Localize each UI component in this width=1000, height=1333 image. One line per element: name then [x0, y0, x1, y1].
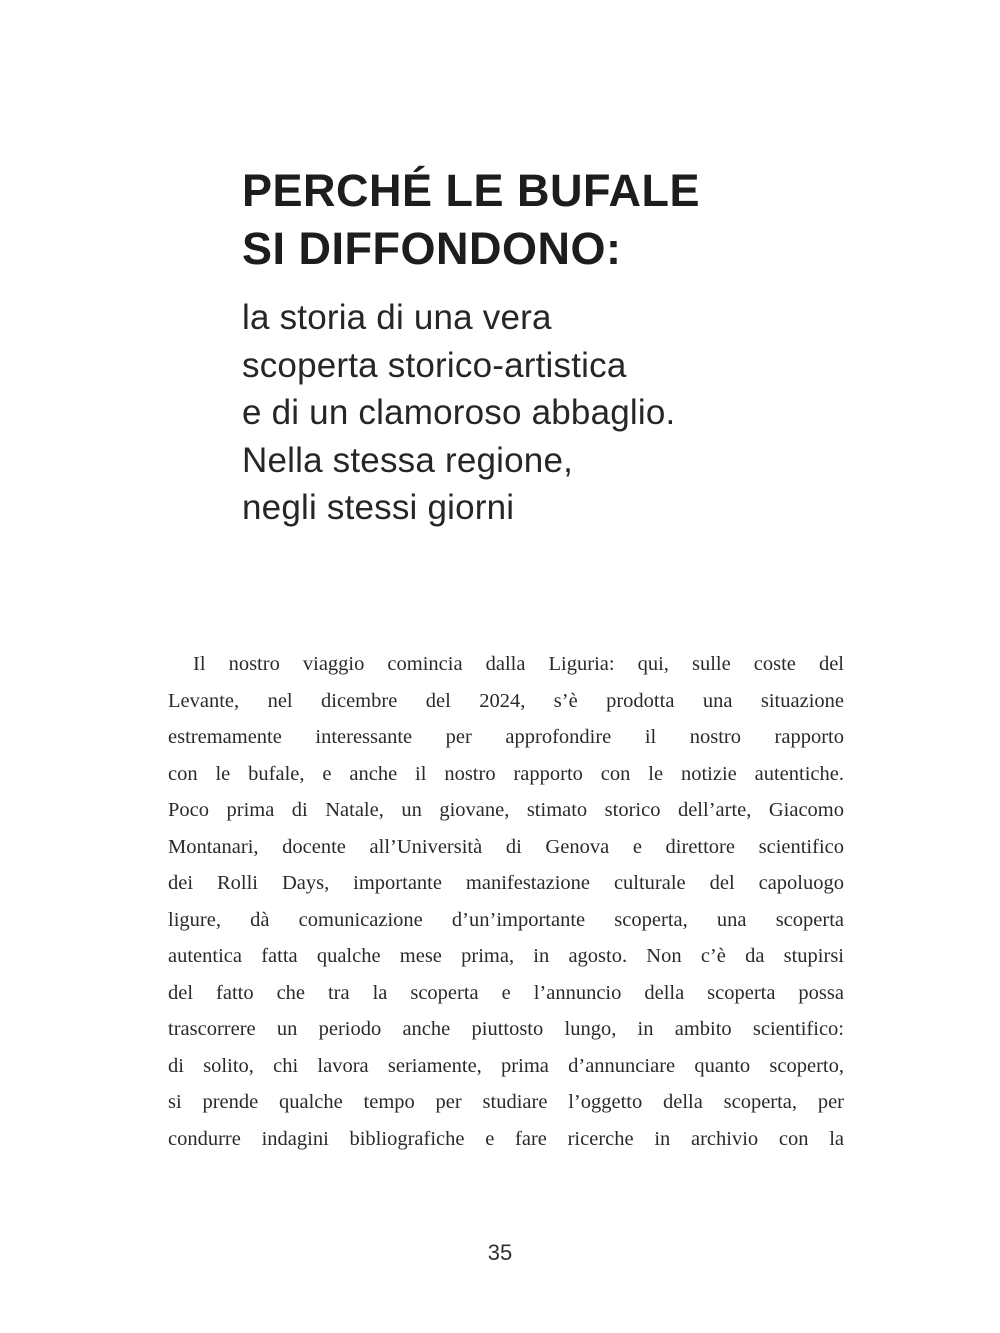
chapter-title — [242, 162, 802, 278]
chapter-title-line-1: PERCHÉ LE BUFALE — [242, 165, 701, 216]
body-text-line: ligure, dà comunicazione d’un’importante scoperta, una scoperta — [168, 908, 844, 931]
body-text-line: estremamente interessante per approfondire il nostro rapporto — [168, 726, 844, 748]
body-text-line: del fatto che tra la scoperta e l’annuncio della scoperta possa — [168, 981, 844, 1004]
page-footer — [0, 1240, 1000, 1266]
body-text-line: Il nostro viaggio comincia dalla Liguria: qui, sulle coste del — [193, 653, 844, 675]
chapter-subtitle — [242, 294, 802, 532]
chapter-subtitle-line: Nella stessa regione, — [242, 440, 574, 480]
body-text-line: condurre indagini bibliografiche e fare ricerche in archivio con la — [168, 1127, 844, 1150]
body-text-line: Montanari, docente all’Università di Genova e direttore scientifico — [168, 835, 844, 858]
body-text-line: trascorrere un periodo anche piuttosto lungo, in ambito scientifico: — [168, 1018, 844, 1040]
chapter-header — [242, 162, 802, 532]
body-text-line: di solito, chi lavora seriamente, prima d’annunciare quanto scoperto, — [168, 1054, 844, 1077]
chapter-title-line-2: SI DIFFONDONO: — [242, 223, 622, 274]
body-text-line: autentica fatta qualche mese prima, in agosto. Non c’è da stupirsi — [168, 945, 844, 967]
chapter-subtitle-line: scoperta storico-artistica — [242, 345, 627, 385]
chapter-subtitle-line: la storia di una vera — [242, 298, 552, 337]
chapter-subtitle-line: e di un clamoroso abbaglio. — [242, 393, 676, 432]
body-text-line: Levante, nel dicembre del 2024, s’è prodotta una situazione — [168, 689, 844, 712]
body-text-line: dei Rolli Days, importante manifestazione culturale del capoluogo — [168, 872, 844, 894]
page-number: 35 — [487, 1240, 513, 1265]
body-text-line: con le bufale, e anche il nostro rapporto con le notizie autentiche. — [168, 762, 844, 785]
chapter-subtitle-line: negli stessi giorni — [242, 488, 515, 527]
body-text-line: Poco prima di Natale, un giovane, stimato storico dell’arte, Giacomo — [168, 799, 844, 821]
body-text-line: si prende qualche tempo per studiare l’oggetto della scoperta, per — [168, 1091, 844, 1113]
body-paragraph — [168, 646, 844, 1157]
